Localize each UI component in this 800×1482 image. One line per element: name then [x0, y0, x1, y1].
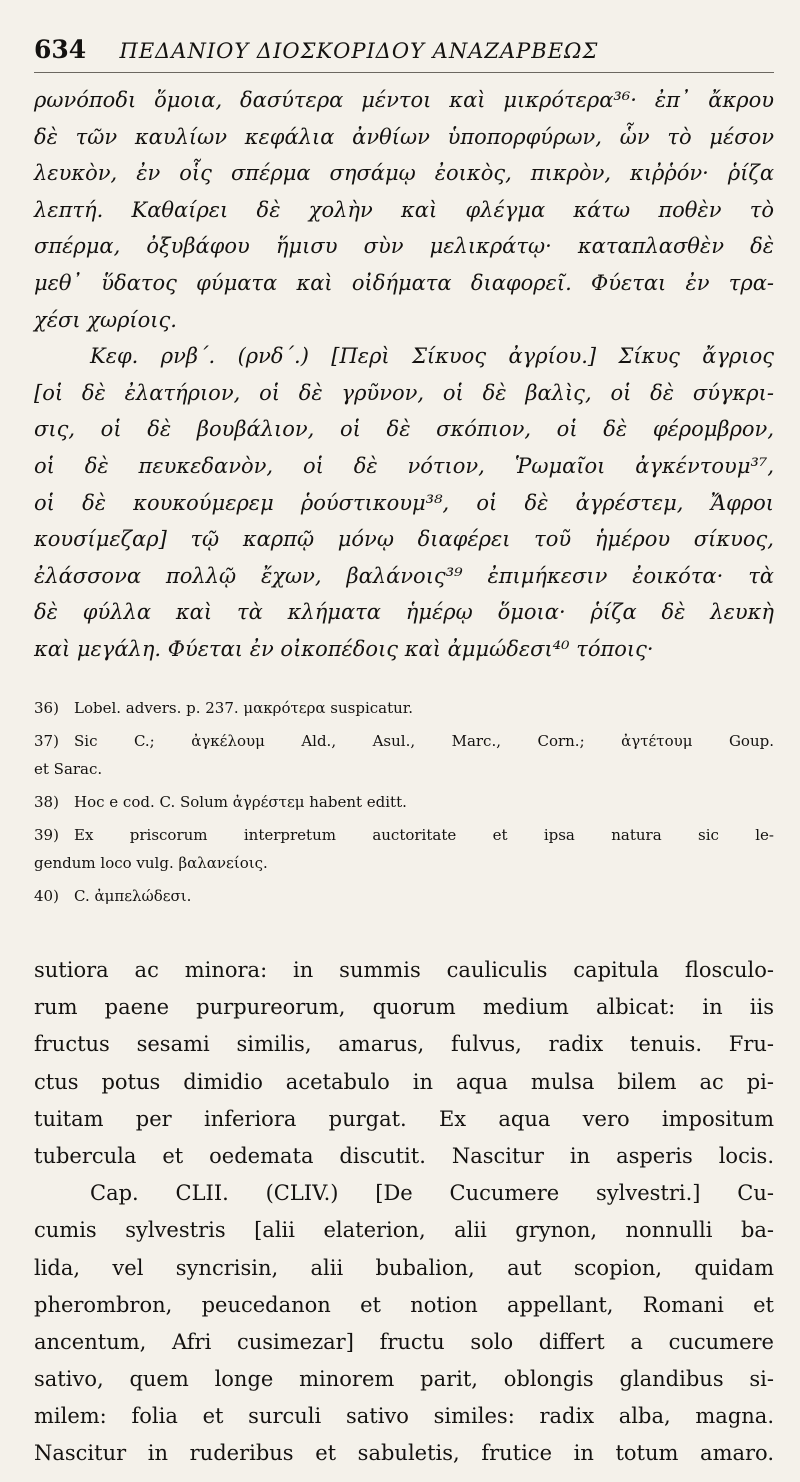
footnote: [34, 727, 774, 755]
footnote-number: 36): [34, 699, 59, 717]
greek-line: μεθ᾽ ὕδατος φύματα καὶ οἰδήματα διαφορεῖ. Φύεται ἐν τρα-: [34, 270, 774, 295]
greek-line: [οἱ δὲ ἐλατήριον, οἱ δὲ γρῦνον, οἱ δὲ βαλὶς, οἱ δὲ σύγκρι-: [34, 380, 774, 405]
latin-chapter-heading: Cap. CLII. (CLIV.) [De Cucumere sylvestri.] Cu-: [90, 1181, 774, 1206]
latin-line: milem: folia et surculi sativo similes: radix alba, magna.: [34, 1404, 774, 1429]
footnote-text: Ex priscorum interpretum auctoritate et ipsa natura sic le-: [74, 826, 774, 844]
latin-line: Nascitur in ruderibus et sabuletis, frutice in totum amaro.: [34, 1441, 774, 1466]
footnote-number: 40): [34, 887, 59, 905]
header-rule: [34, 72, 774, 73]
latin-line: ctus potus dimidio acetabulo in aqua mulsa bilem ac pi-: [34, 1069, 774, 1094]
greek-line: χέσι χωρίοις.: [34, 307, 177, 332]
latin-line: sutiora ac minora: in summis cauliculis capitula flosculo-: [34, 958, 774, 982]
greek-line: λεπτή. Καθαίρει δὲ χολὴν καὶ φλέγμα κάτω ποθὲν τὸ: [34, 197, 774, 222]
page-number: 634: [34, 35, 87, 64]
running-title: ΠΕΔΑΝΙΟΥ ΔΙΟΣΚΟΡΙΔΟΥ ΑΝΑΖΑΡΒΕΩΣ: [119, 39, 599, 63]
latin-line: sativo, quem longe minorem parit, oblongis glandibus si-: [34, 1367, 774, 1392]
latin-line: tuitam per inferiora purgat. Ex aqua vero impositum: [34, 1106, 774, 1131]
greek-line: δὲ τῶν καυλίων κεφάλια ἀνθίων ὑποπορφύρων, ὧν τὸ μέσον: [34, 124, 774, 149]
greek-line: σις, οἱ δὲ βουβάλιον, οἱ δὲ σκόπιον, οἱ δὲ φέρομβρον,: [34, 417, 774, 442]
footnote: [34, 882, 774, 910]
footnotes: [34, 694, 774, 910]
latin-line: pherombron, peucedanon et notion appellant, Romani et: [34, 1292, 774, 1317]
footnote-text: Sic C.; ἀγκέλουμ Ald., Asul., Marc., Corn.; ἀγτέτουμ Goup.: [74, 732, 774, 750]
footnote-number: 38): [34, 793, 59, 811]
greek-line: λευκὸν, ἐν οἷς σπέρμα σησάμῳ ἐοικὸς, πικρὸν, κιῤῥόν· ῥίζα: [34, 161, 774, 186]
latin-line: ancentum, Afri cusimezar] fructu solo differt a cucumere: [34, 1329, 774, 1354]
greek-line: οἱ δὲ πευκεδανὸν, οἱ δὲ νότιον, Ῥωμαῖοι ἀγκέντουμ³⁷,: [34, 453, 774, 478]
footnote-number: 39): [34, 826, 59, 844]
footnote: [34, 821, 774, 849]
footnote-continuation: gendum loco vulg. βαλανείοις.: [34, 854, 268, 872]
greek-chapter-heading: Κεφ. ρνβ΄. (ρνδ΄.) [Περὶ Σίκυος ἀγρίου.] Σίκυς ἄγριος: [90, 344, 774, 369]
footnote-continuation: et Sarac.: [34, 760, 103, 778]
footnote-text: Hoc e cod. C. Solum ἀγρέστεμ habent editt.: [74, 793, 407, 811]
footnote-number: 37): [34, 732, 59, 750]
greek-line: δὲ φύλλα καὶ τὰ κλήματα ἡμέρῳ ὅμοια· ῥίζα δὲ λευκὴ: [34, 600, 774, 625]
greek-line: ἐλάσσονα πολλῷ ἔχων, βαλάνοις³⁹ ἐπιμήκεσιν ἐοικότα· τὰ: [34, 563, 774, 588]
latin-line: cumis sylvestris [alii elaterion, alii grynon, nonnulli ba-: [34, 1218, 774, 1243]
page-header: [34, 30, 774, 70]
latin-line: lida, vel syncrisin, alii bubalion, aut scopion, quidam: [34, 1255, 774, 1280]
greek-line: οἱ δὲ κουκούμερεμ ῥούστικουμ³⁸, οἱ δὲ ἀγρέστεμ, Ἄφροι: [34, 490, 774, 515]
latin-line: rum paene purpureorum, quorum medium albicat: in iis: [34, 995, 774, 1020]
greek-line: ρωνόποδι ὅμοια, δασύτερα μέντοι καὶ μικρότερα³⁶· ἐπ᾽ ἄκρου: [34, 88, 774, 112]
footnote: [34, 788, 774, 816]
latin-text-block: [34, 952, 774, 1473]
footnote: [34, 694, 774, 722]
latin-line: fructus sesami similis, amarus, fulvus, radix tenuis. Fru-: [34, 1032, 774, 1057]
latin-line: tubercula et oedemata discutit. Nascitur in asperis locis.: [34, 1143, 774, 1168]
greek-line: κουσίμεζαρ] τῷ καρπῷ μόνῳ διαφέρει τοῦ ἡμέρου σίκυος,: [34, 527, 774, 552]
greek-line: σπέρμα, ὀξυβάφου ἥμισυ σὺν μελικράτῳ· καταπλασθὲν δὲ: [34, 234, 774, 259]
footnote-text: C. ἀμπελώδεσι.: [74, 887, 192, 905]
greek-text-block: [34, 82, 774, 668]
footnote-text: Lobel. advers. p. 237. μακρότερα suspicatur.: [74, 699, 414, 717]
greek-line: καὶ μεγάλη. Φύεται ἐν οἰκοπέδοις καὶ ἀμμώδεσι⁴⁰ τόποις·: [34, 636, 654, 661]
